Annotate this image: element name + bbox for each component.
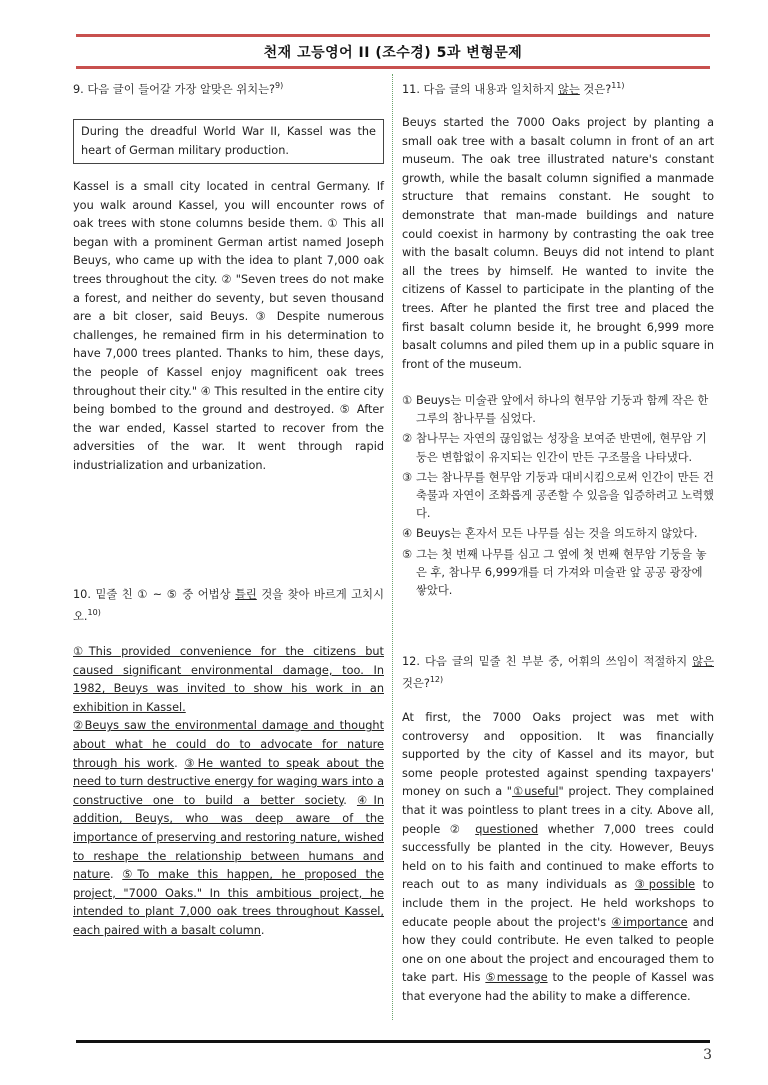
q10-sentence-4: ④In addition, Beuys, who was deep aware of the importance of preserving and restoring nature, wished to reshape the relationship between humans and nature bbox=[73, 793, 385, 882]
page-title: 천재 고등영어 II (조수경) 5과 변형문제 bbox=[263, 45, 523, 61]
q11-prompt-emphasis: 않는 bbox=[557, 82, 580, 96]
q9-insert-box: During the dreadful World War II, Kassel was the heart of German military production. bbox=[73, 119, 384, 164]
q9-insert-box-wrap bbox=[73, 119, 384, 164]
q10-sentence-5: ⑤To make this happen, he proposed the project, "7000 Oaks." In this ambitious project, he intended to plant 7,000 oak trees throughout Kassel, each paired with a basalt column bbox=[73, 868, 384, 937]
q12-passage-wrap bbox=[402, 709, 714, 1007]
question-11 bbox=[402, 77, 714, 99]
q11-footnote: 11) bbox=[611, 81, 625, 90]
q11-choice-2[interactable]: ② 참나무는 자연의 끊임없는 성장을 보여준 반면에, 현무암 기둥은 변함없이 유지되는 인간이 만든 구조물을 나타냈다. bbox=[402, 432, 707, 464]
q12-underline-5: ⑤message bbox=[485, 971, 548, 985]
q12-prompt-emphasis: 않은 bbox=[692, 655, 714, 668]
q10-prompt-emphasis: 틀린 bbox=[235, 588, 257, 601]
q12-underline-3: ③possible bbox=[634, 878, 696, 892]
q9-prompt: 9. 다음 글이 들어갈 가장 알맞은 위치는?$^{9)}$ bbox=[73, 81, 284, 96]
q10-prompt: 10. 밑줄 친 ① ~ ⑤ 중 어법상 틀린 것을 찾아 바르게 고치시오.$^{10)}$ bbox=[73, 588, 384, 623]
q12-underline-4: ④importance bbox=[611, 915, 688, 929]
q12-prompt: 12. 다음 글의 밑줄 친 부분 중, 어휘의 쓰임이 적절하지 않은 것은?$^{12)}$ bbox=[402, 655, 714, 690]
q11-prompt: 11. 다음 글의 내용과 일치하지 않는 것은?$^{11)}$ bbox=[402, 81, 625, 96]
q12-underline-1: ①useful bbox=[511, 785, 559, 799]
q10-sentence-2: ②Beuys saw the environmental damage and thought about what he could do to advocate for nature through his work bbox=[73, 719, 384, 770]
q12-passage: At first, the 7000 Oaks project was met with controversy and opposition. It was financially supported by the city of Kassel and its mayor, but some people protested against spending taxpayers' money on such a "①useful" project. They complained that it was pointless to plant trees in a city. Above all, people ② questioned whether 7,000 trees could successfully be planted in the city. However, Beuys held on to his faith and continued to make efforts to reach out to as many individuals as ③possible to include them in the project. He held workshops to educate people about the project's ④importance and how they could contribute. He even talked to people one on one about the project and encouraged them to take part. His ⑤message to the people of Kassel was that everyone had the ability to make a difference. bbox=[402, 711, 715, 1003]
q10-passage: ①This provided convenience for the citizens but caused significant environmental damage, too. In 1982, Beuys was invited to show his work in an exhibition in Kassel. ②Beuys saw the environmental damage and thought about what he could do to advocate for nature through his work. ③He wanted to speak about the need to turn destructive energy for waging wars into a constructive one to build a better society. ④In addition, Beuys, who was deep aware of the importance of preserving and restoring nature, wished to reshape the relationship between humans and nature. ⑤To make this happen, he proposed the project, "7000 Oaks." In this ambitious project, he intended to plant 7,000 oak trees throughout Kassel, each paired with a basalt column. bbox=[73, 645, 385, 937]
q11-choice-5[interactable]: ⑤ 그는 첫 번째 나무를 심고 그 옆에 첫 번째 현무암 기둥을 놓은 후, 참나무 6,999개를 더 가져와 미술관 앞 공공 광장에 쌓았다. bbox=[402, 547, 707, 598]
q9-passage-wrap bbox=[73, 178, 384, 476]
q11-passage: Beuys started the 7000 Oaks project by planting a small oak tree with a basalt column in front of an art museum. The oak tree illustrated nature's constant growth, while the basalt column signified a manmade structure that remains constant. He sought to demonstrate that man-made buildings and nature could coexist in harmony by contrasting the oak tree with the basalt column. Beuys did not intend to plant all the trees by himself. He wanted to invite the citizens of Kassel to participate in the planting of the trees. After he planted the first tree and placed the first basalt column beside it, he brought 6,999 more basalt columns and piled them up in a public square in front of the museum. bbox=[402, 116, 714, 371]
q11-choice-1[interactable]: ① Beuys는 미술관 앞에서 하나의 현무암 기둥과 함께 작은 한 그루의 참나무를 심었다. bbox=[402, 394, 709, 426]
header-bottom-rule bbox=[76, 66, 710, 69]
q12-underline-2: questioned bbox=[475, 822, 539, 836]
q9-footnote: 9) bbox=[275, 81, 284, 90]
q12-footnote: 12) bbox=[429, 675, 444, 684]
q10-sentence-3: ③He wanted to speak about the need to turn destructive energy for waging wars into a constructive one to build a better society bbox=[73, 756, 384, 807]
q11-passage-wrap bbox=[402, 114, 714, 374]
page-number: 3 bbox=[703, 1047, 712, 1063]
question-12 bbox=[402, 653, 714, 693]
q10-sentence-1: ①This provided convenience for the citizens but caused significant environmental damage, too. In 1982, Beuys was invited to show his work in an exhibition in Kassel. bbox=[73, 645, 384, 714]
footer-rule bbox=[76, 1040, 710, 1043]
question-9 bbox=[73, 77, 384, 99]
q11-choice-4[interactable]: ④ Beuys는 혼자서 모든 나무를 심는 것을 의도하지 않았다. bbox=[402, 527, 698, 541]
q9-passage: Kassel is a small city located in central Germany. If you walk around Kassel, you will encounter rows of oak trees with stone columns beside them. ① This all began with a prominent German artist named Joseph Beuys, who came up with the idea to plant 7,000 oak trees throughout the city. ② "Seven trees do not make a forest, and neither do seventy, but seven thousand are a bit closer, said Beuys. ③ Despite numerous challenges, he remained firm in his determination to have 7,000 trees planted. Thanks to him, these days, the people of Kassel enjoy magnificent oak trees throughout their city." ④ This resulted in the entire city being bombed to the ground and destroyed. ⑤ After the war ended, Kassel started to recover from the adversities of the war. It went through rapid industrialization and urbanization. bbox=[73, 180, 384, 472]
q10-footnote: 10) bbox=[87, 608, 101, 617]
q10-passage-wrap bbox=[73, 643, 384, 941]
q11-choice-3[interactable]: ③ 그는 참나무를 현무암 기둥과 대비시킴으로써 인간이 만든 건축물과 자연이 조화롭게 공존할 수 있음을 입증하려고 노력했다. bbox=[402, 470, 714, 521]
q11-choices bbox=[402, 392, 714, 600]
question-10 bbox=[73, 586, 384, 626]
column-divider bbox=[392, 74, 393, 1020]
header-top-rule bbox=[76, 34, 710, 37]
